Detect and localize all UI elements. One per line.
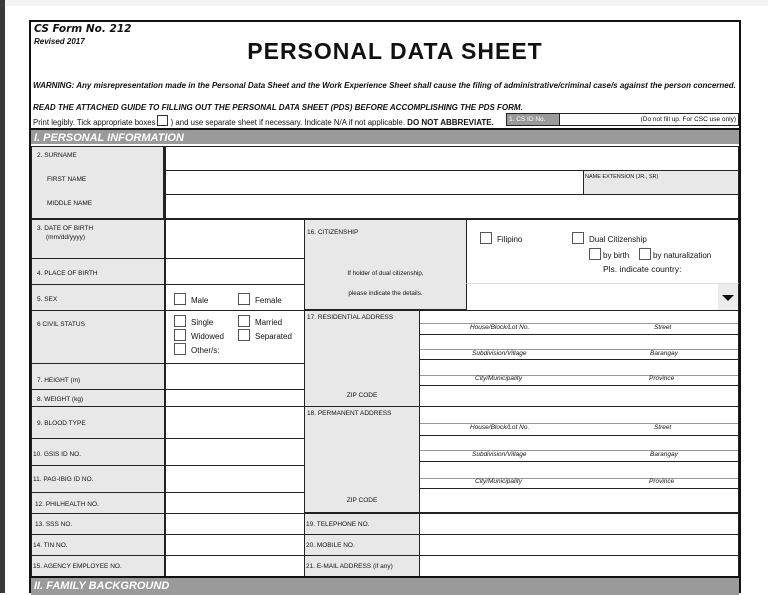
city-sublabel: City/Municipality <box>475 478 522 485</box>
male-checkbox[interactable] <box>174 293 186 305</box>
divider <box>420 323 738 324</box>
divider <box>420 349 738 350</box>
citizenship-note-2: please indicate the details. <box>348 290 423 297</box>
philhealth-label: 12. PHILHEALTH NO. <box>31 492 165 514</box>
dropdown-button[interactable] <box>718 284 738 310</box>
surname-input[interactable] <box>165 146 739 171</box>
permanent-subdivision-barangay-input[interactable] <box>419 435 739 462</box>
residential-house-street-input[interactable] <box>419 310 739 335</box>
widowed-label: Widowed <box>191 332 224 341</box>
by-birth-checkbox[interactable] <box>589 248 601 260</box>
residential-subdivision-barangay-input[interactable] <box>419 334 739 360</box>
subdivision-sublabel: Subdivision/Village <box>472 350 527 357</box>
residential-city-province-input[interactable] <box>419 359 739 386</box>
gsis-input[interactable] <box>165 438 305 466</box>
pds-form-page <box>29 20 741 593</box>
male-label: Male <box>191 296 209 305</box>
street-sublabel: Street <box>654 424 672 431</box>
place-of-birth-label: 4. PLACE OF BIRTH <box>31 258 165 285</box>
viewer-top-edge <box>5 0 768 6</box>
citizenship-label: 16. CITIZENSHIP <box>307 229 359 236</box>
citizenship-note-1: If holder of dual citizenship, <box>347 270 424 277</box>
divider <box>420 375 738 376</box>
weight-input[interactable] <box>165 389 305 407</box>
house-sublabel: House/Block/Lot No. <box>470 424 530 431</box>
sex-female-option[interactable] <box>238 293 282 305</box>
residential-zip-label: ZIP CODE <box>346 392 378 399</box>
dob-label: 3. DATE OF BIRTH <box>37 225 94 232</box>
instructions-before: Print legibly. Tick appropriate boxes <box>33 118 156 127</box>
height-input[interactable] <box>165 363 305 390</box>
viewer-left-edge <box>0 0 5 593</box>
citizenship-dual-option[interactable] <box>572 232 647 244</box>
province-sublabel: Province <box>649 478 675 485</box>
place-of-birth-input[interactable] <box>165 258 305 285</box>
permanent-address-label: 18. PERMANENT ADDRESS <box>307 410 392 417</box>
barangay-sublabel: Barangay <box>650 350 678 357</box>
civil-widowed-option[interactable] <box>174 329 224 341</box>
instructions-after: ) and use separate sheet if necessary. Indicate N/A if not applicable. <box>168 118 405 127</box>
by-naturalization-label: by naturalization <box>653 251 712 260</box>
others-checkbox[interactable] <box>174 343 186 355</box>
agency-employee-label: 15. AGENCY EMPLOYEE NO. <box>31 555 165 577</box>
dual-by-naturalization-option[interactable] <box>639 248 711 260</box>
sample-checkbox-icon <box>157 115 168 126</box>
tin-input[interactable] <box>165 534 305 556</box>
agency-employee-input[interactable] <box>165 555 305 577</box>
first-name-input[interactable] <box>165 170 584 195</box>
civil-separated-option[interactable] <box>238 329 292 341</box>
divider <box>420 450 738 451</box>
section-family-background: II. FAMILY BACKGROUND <box>31 576 739 595</box>
by-birth-label: by birth <box>603 251 630 260</box>
residential-address-label: 17. RESIDENTIAL ADDRESS <box>307 314 394 321</box>
civil-single-option[interactable] <box>174 315 213 327</box>
dual-citizenship-label: Dual Citizenship <box>589 235 647 244</box>
civil-status-options <box>165 310 305 364</box>
barangay-sublabel: Barangay <box>650 451 678 458</box>
city-sublabel: City/Municipality <box>475 375 522 382</box>
civil-others-option[interactable] <box>174 343 219 355</box>
page-title: PERSONAL DATA SHEET <box>247 38 543 64</box>
dob-input[interactable] <box>165 218 305 259</box>
permanent-city-province-input[interactable] <box>419 461 739 489</box>
residential-zip-input[interactable] <box>419 385 739 407</box>
widowed-checkbox[interactable] <box>174 329 186 341</box>
married-checkbox[interactable] <box>238 315 250 327</box>
telephone-label: 19. TELEPHONE NO. <box>304 513 420 535</box>
province-sublabel: Province <box>649 375 675 382</box>
blood-type-input[interactable] <box>165 406 305 439</box>
philhealth-input[interactable] <box>165 492 305 514</box>
chevron-down-icon <box>718 284 738 310</box>
female-checkbox[interactable] <box>238 293 250 305</box>
name-extension-field[interactable]: NAME EXTENSION (JR., SR) <box>583 170 739 195</box>
email-label: 21. E-MAIL ADDRESS (if any) <box>304 555 420 577</box>
dob-label-cell <box>31 218 165 259</box>
warning-text: WARNING: Any misrepresentation made in the Personal Data Sheet and the Work Experience Sheet shall cause the filing of administrative/criminal case/s against the person concerned. <box>33 81 736 90</box>
divider <box>420 478 738 479</box>
filipino-label: Filipino <box>497 235 523 244</box>
country-dropdown[interactable] <box>466 283 739 310</box>
instructions-text <box>33 115 494 127</box>
civil-married-option[interactable] <box>238 315 282 327</box>
permanent-house-street-input[interactable] <box>419 406 739 436</box>
separated-label: Separated <box>255 332 292 341</box>
street-sublabel: Street <box>654 324 672 331</box>
email-input[interactable] <box>419 555 739 577</box>
permanent-zip-input[interactable] <box>419 488 739 513</box>
separated-checkbox[interactable] <box>238 329 250 341</box>
single-label: Single <box>191 318 214 327</box>
by-naturalization-checkbox[interactable] <box>639 248 651 260</box>
mobile-label: 20. MOBILE NO. <box>304 534 420 556</box>
pagibig-label: 11. PAG-IBIG ID NO. <box>31 465 165 493</box>
citizenship-filipino-option[interactable] <box>480 232 522 244</box>
filipino-checkbox[interactable] <box>480 232 492 244</box>
divider <box>420 423 738 424</box>
middle-name-input[interactable] <box>165 194 739 219</box>
sss-input[interactable] <box>165 513 305 535</box>
section-personal-information: I. PERSONAL INFORMATION <box>31 128 739 144</box>
weight-label: 8. WEIGHT (kg) <box>31 389 165 407</box>
sex-options <box>165 284 305 311</box>
sex-male-option[interactable] <box>174 293 208 305</box>
pagibig-input[interactable] <box>165 465 305 493</box>
citizenship-options <box>466 218 739 283</box>
married-label: Married <box>255 318 283 327</box>
mobile-input[interactable] <box>419 534 739 556</box>
subdivision-sublabel: Subdivision/Village <box>472 451 527 458</box>
surname-label: 2. SURNAME <box>37 152 77 159</box>
others-label: Other/s: <box>191 346 220 355</box>
dob-format: (mm/dd/yyyy) <box>46 234 85 241</box>
cs-id-field[interactable] <box>506 113 739 126</box>
cs-id-note: (Do not fill up. For CSC use only) <box>640 116 736 123</box>
blood-type-label: 9. BLOOD TYPE <box>31 406 165 439</box>
permanent-zip-label: ZIP CODE <box>346 497 378 504</box>
form-number: CS Form No. 212 <box>34 23 132 35</box>
civil-status-label: 6 CIVIL STATUS <box>31 310 165 364</box>
single-checkbox[interactable] <box>174 315 186 327</box>
tin-label: 14. TIN NO. <box>31 534 165 556</box>
height-label: 7. HEIGHT (m) <box>31 363 165 390</box>
first-name-label: FIRST NAME <box>47 176 87 183</box>
telephone-input[interactable] <box>419 513 739 535</box>
dual-by-birth-option[interactable] <box>589 248 629 260</box>
house-sublabel: House/Block/Lot No. <box>470 324 530 331</box>
indicate-country-label: Pls. indicate country: <box>603 264 682 274</box>
gsis-label: 10. GSIS ID NO. <box>31 438 165 466</box>
middle-name-label: MIDDLE NAME <box>47 200 93 207</box>
guide-text: READ THE ATTACHED GUIDE TO FILLING OUT THE PERSONAL DATA SHEET (PDS) BEFORE ACCOMPLISHING THE PDS FORM. <box>33 103 523 112</box>
sex-label: 5. SEX <box>31 284 165 311</box>
cs-id-label: 1. CS ID No. <box>507 114 560 125</box>
form-revision: Revised 2017 <box>34 37 85 46</box>
sss-label: 13. SSS NO. <box>31 513 165 535</box>
do-not-abbreviate: DO NOT ABBREVIATE. <box>407 118 494 127</box>
dual-citizenship-checkbox[interactable] <box>572 232 584 244</box>
female-label: Female <box>255 296 282 305</box>
